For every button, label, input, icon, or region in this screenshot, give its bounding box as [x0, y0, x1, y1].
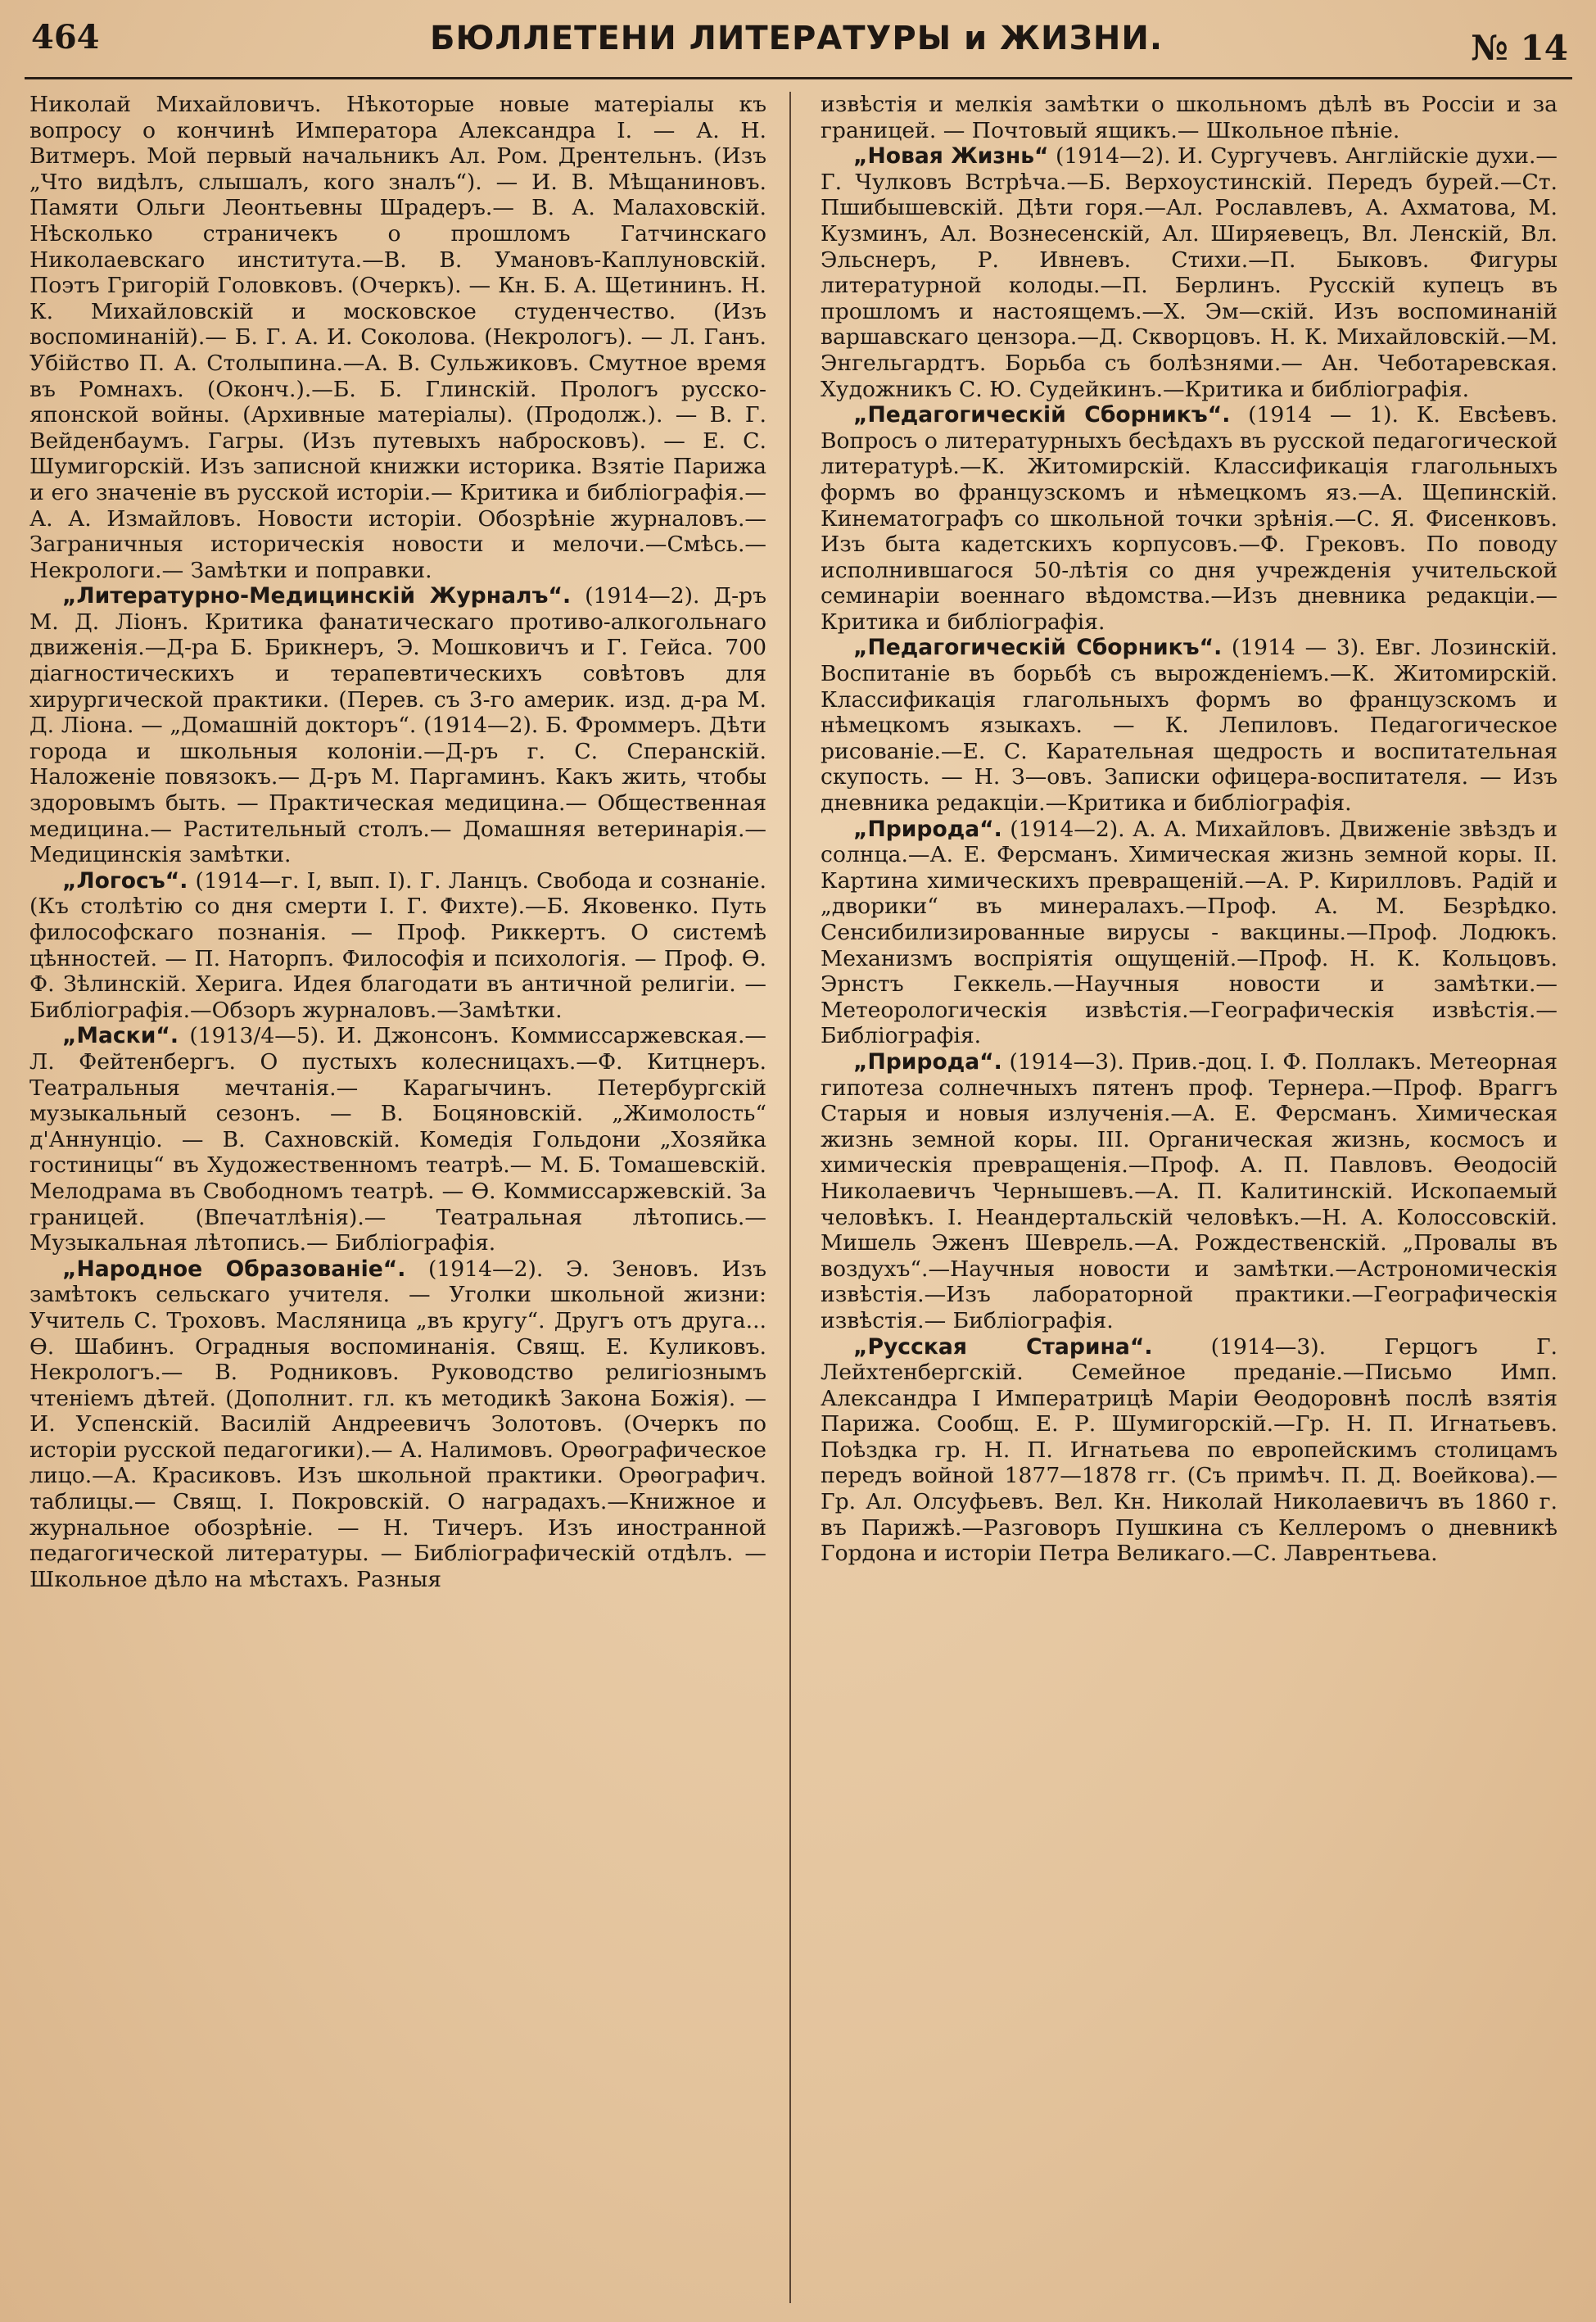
entry-maski	[29, 1023, 766, 1256]
entry-pedagogichesky-sbornik-3	[821, 635, 1558, 816]
entry-narodnoe-obrazovanie	[29, 1256, 766, 1593]
entry-title: „Народное Образованіе“.	[62, 1256, 406, 1282]
entry-text: извѣстія и мелкія замѣтки о школьномъ дѣлѣ въ Россіи и за границей. — Почтовый ящикъ.— Школьное пѣніе.	[821, 92, 1558, 143]
right-column	[821, 92, 1558, 1567]
header-rule	[25, 77, 1572, 79]
entry-title: „Литературно-Медицинскій Журналъ“.	[62, 583, 572, 609]
entry-text: Николай Михайловичъ. Нѣкоторые новые матеріалы къ вопросу о кончинѣ Императора Александра I. — А. Н. Витмеръ. Мой первый начальникъ Ал. Ром. Дрентельнъ. (Изъ „Что видѣлъ, слышалъ, кого зналъ“). — И. В. Мѣщаниновъ. Памяти Ольги Леонтьевны Шрадеръ.— В. А. Малаховскій. Нѣсколько страничекъ о прошломъ Гатчинскаго Николаевскаго института.—В. В. Умановъ-Каплуновскій. Поэтъ Григорій Головковъ. (Очеркъ). — Кн. Б. А. Щетининъ. Н. К. Михайловскій и московское студенчество. (Изъ воспоминаній).— Б. Г. А. И. Соколова. (Некрологъ). — Л. Ганъ. Убійство П. А. Столыпина.—А. В. Сульжиковъ. Смутное время въ Ромнахъ. (Оконч.).—Б. Б. Глинскій. Прологъ русско-японской войны. (Архивные матеріалы). (Продолж.). — В. Г. Вейденбаумъ. Гагры. (Изъ путевыхъ набросковъ). — Е. С. Шумигорскій. Изъ записной книжки историка. Взятіе Парижа и его значеніе въ русской исторіи.— Критика и библіографія.— А. А. Измайловъ. Новости исторіи. Обозрѣніе журналовъ.—Заграничныя историческія новости и мелочи.—Смѣсь.—Некрологи.— Замѣтки и поправки.	[29, 92, 766, 583]
entry-text: (1914—2). И. Сургучевъ. Англійскіе духи.—Г. Чулковъ Встрѣча.—Б. Верхоустинскій. Передъ бурей.—Ст. Пшибышевскій. Дѣти горя.—Ал. Рославлевъ, А. Ахматова, М. Кузминъ, Ал. Вознесенскій, Ал. Ширяевецъ, Вл. Ленскій, Вл. Эльснеръ, Р. Ивневъ. Стихи.—П. Быковъ. Фигуры литературной колоды.—П. Берлинъ. Русскій купецъ въ прошломъ и настоящемъ.—Х. Эм—скій. Изъ воспоминаній варшавскаго цензора.—Д. Скворцовъ. Н. К. Михайловскій.—М. Энгельгардтъ. Борьба съ болѣзнями.— Ан. Чеботаревская. Художникъ С. Ю. Судейкинъ.—Критика и библіографія.	[821, 143, 1558, 402]
entry-priroda-3	[821, 1049, 1558, 1334]
entry-text: (1914—г. I, вып. I). Г. Ланцъ. Свобода и сознаніе. (Къ столѣтію со дня смерти I. Г. Фихте).—Б. Яковенко. Путь философскаго познанія. — Проф. Риккертъ. О системѣ цѣнностей. — П. Наторпъ. Философія и психологія. — Проф. Ѳ. Ф. Зѣлинскій. Херига. Идея благодати въ античной религіи. — Библіографія.—Обзоръ журналовъ.—Замѣтки.	[29, 867, 766, 1023]
entry-literaturno-medicinsky-zhurnal	[29, 583, 766, 868]
entry-title: „Природа“.	[853, 1048, 1002, 1075]
entry-logos	[29, 868, 766, 1024]
entry-title: „Маски“.	[62, 1023, 179, 1049]
entry-text: (1914—3). Прив.-доц. I. Ф. Поллакъ. Метеорная гипотеза солнечныхъ пятенъ проф. Тернера.—Проф. Враггъ Старыя и новыя излученія.—А. Е. Ферсманъ. Химическая жизнь земной коры. III. Органическая жизнь, космосъ и химическія превращенія.—Проф. А. П. Павловъ. Ѳеодосій Николаевичъ Чернышевъ.—А. П. Калитинскій. Ископаемый человѣкъ. I. Неандертальскій человѣкъ.—Н. А. Колоссовскій. Мишель Эженъ Шеврель.—А. Рождественскій. „Провалы въ воздухъ“.—Научныя новости и замѣтки.—Астрономическія извѣстія.—Изъ лабораторной практики.—Географическія извѣстія.— Библіографія.	[821, 1048, 1558, 1333]
entry-text: (1913/4—5). И. Джонсонъ. Коммиссаржевская.—Л. Фейтенбергъ. О пустыхъ колесницахъ.—Ф. Китцнеръ. Театральныя мечтанія.— Карагычинъ. Петербургскій музыкальный сезонъ. — В. Боцяновскій. „Жимолость“ д'Аннунціо. — В. Сахновскій. Комедія Гольдони „Хозяйка гостиницы“ въ Художественномъ театрѣ.— М. Б. Томашевскій. Мелодрама въ Свободномъ театрѣ. — Ѳ. Коммиссаржевскій. За границей. (Впечатлѣнія).— Театральная лѣтопись.— Музыкальная лѣтопись.— Библіографія.	[29, 1023, 766, 1256]
page-number: 464	[31, 18, 100, 57]
entry-title: „Логосъ“.	[62, 867, 188, 894]
entry-pedagogichesky-sbornik-1	[821, 402, 1558, 635]
left-column	[29, 92, 766, 1592]
entry-title: „Педагогическій Сборникъ“.	[853, 402, 1231, 428]
entry-text: (1914—2). Д-ръ М. Д. Ліонъ. Критика фанатическаго противо-алкогольнаго движенія.—Д-ра Б. Брикнеръ, Э. Мошковичъ и Г. Гейса. 700 діагностическихъ и терапевтическихъ совѣтовъ для хирургической практики. (Перев. съ 3-го америк. изд. д-ра М. Д. Ліона. — „Домашній докторъ“. (1914—2). Б. Фроммеръ. Дѣти города и школьныя колоніи.—Д-ръ г. С. Сперанскій. Наложеніе повязокъ.— Д-ръ М. Паргаминъ. Какъ жить, чтобы здоровымъ быть. — Практическая медицина.— Общественная медицина.— Растительный столъ.— Домашняя ветеринарія.—Медицинскія замѣтки.	[29, 583, 766, 868]
entry-title: „Новая Жизнь“	[853, 143, 1049, 170]
page-header	[25, 18, 1568, 67]
entry-title: „Педагогическій Сборникъ“.	[853, 635, 1223, 661]
entry-text: (1914—2). Э. Зеновъ. Изъ замѣтокъ сельскаго учителя. — Уголки школьной жизни: Учитель С. Троховъ. Масляница „въ кругу“. Другъ отъ друга... Ѳ. Шабинъ. Оградныя воспоминанія. Свящ. Е. Куликовъ. Некрологъ.— В. Родниковъ. Руководство религіознымъ чтеніемъ дѣтей. (Дополнит. гл. къ методикѣ Закона Божія). — И. Успенскій. Василій Андреевичъ Золотовъ. (Очеркъ по исторіи русской педагогики).— А. Налимовъ. Орѳографическое лицо.—А. Красиковъ. Изъ школьной практики. Орѳографич. таблицы.— Свящ. I. Покровскій. О наградахъ.—Книжное и журнальное обозрѣніе. — Н. Тичеръ. Изъ иностранной педагогической литературы. — Библіографическій отдѣлъ. — Школьное дѣло на мѣстахъ. Разныя	[29, 1256, 767, 1592]
entry-title: „Русская Старина“.	[853, 1333, 1153, 1360]
entry-russkaya-starina	[821, 1334, 1558, 1567]
column-divider	[789, 92, 791, 2303]
issue-number: № 14	[1471, 28, 1568, 68]
entry-continued	[821, 92, 1558, 143]
entry-text: (1914 — 1). К. Евсѣевъ. Вопросъ о литературныхъ бесѣдахъ въ русской педагогической литературѣ.—К. Житомирскій. Классификація глагольныхъ формъ во французскомъ и нѣмецкомъ яз.—А. Щепинскій. Кинематографъ со школьной точки зрѣнія.—С. Я. Фисенковъ. Изъ быта кадетскихъ корпусовъ.—Ф. Грековъ. По поводу исполнившагося 50-лѣтія со дня учрежденія учительской семинаріи военнаго вѣдомства.—Изъ дневника редакціи.—Критика и библіографія.	[821, 402, 1558, 635]
entry-continued	[29, 92, 766, 583]
entry-text: (1914 — 3). Евг. Лозинскій. Воспитаніе въ борьбѣ съ вырожденіемъ.—К. Житомирскій. Классификація глагольныхъ формъ во французскомъ и нѣмецкомъ языкахъ. — К. Лепиловъ. Педагогическое рисованіе.—Е. С. Карательная щедрость и воспитательная скупость. — Н. З—овъ. Записки офицера-воспитателя. — Изъ дневника редакціи.—Критика и библіографія.	[821, 635, 1558, 817]
journal-title: БЮЛЛЕТЕНИ ЛИТЕРАТУРЫ и ЖИЗНИ.	[429, 20, 1164, 57]
entry-title: „Природа“.	[853, 816, 1002, 842]
entry-priroda-2	[821, 817, 1558, 1049]
entry-novaya-zhizn	[821, 143, 1558, 402]
entry-text: (1914—3). Герцогъ Г. Лейхтенбергскій. Семейное преданіе.—Письмо Имп. Александра I Императрицѣ Маріи Ѳеодоровнѣ послѣ взятія Парижа. Сообщ. Е. Р. Шумигорскій.—Гр. Н. П. Игнатьевъ. Поѣздка гр. Н. П. Игнатьева по европейскимъ столицамъ передъ войной 1877—1878 гг. (Съ примѣч. П. Д. Воейкова).—Гр. Ал. Олсуфьевъ. Вел. Кн. Николай Николаевичъ въ 1860 г. въ Парижѣ.—Разговоръ Пушкина съ Келлеромъ о дневникѣ Гордона и исторіи Петра Великаго.—С. Лаврентьева.	[821, 1333, 1558, 1567]
entry-text: (1914—2). А. А. Михайловъ. Движеніе звѣздъ и солнца.—А. Е. Ферсманъ. Химическая жизнь земной коры. II. Картина химическихъ превращеній.—А. Р. Кирилловъ. Радій и „дворики“ въ минералахъ.—Проф. А. М. Безрѣдко. Сенсибилизированные вирусы - вакцины.—Проф. Лодюкъ. Механизмъ воспріятія ощущеній.—Проф. Н. К. Кольцовъ. Эрнстъ Геккель.—Научныя новости и замѣтки.—Метеорологическія извѣстія.—Географическія извѣстія.— Библіографія.	[821, 816, 1558, 1049]
